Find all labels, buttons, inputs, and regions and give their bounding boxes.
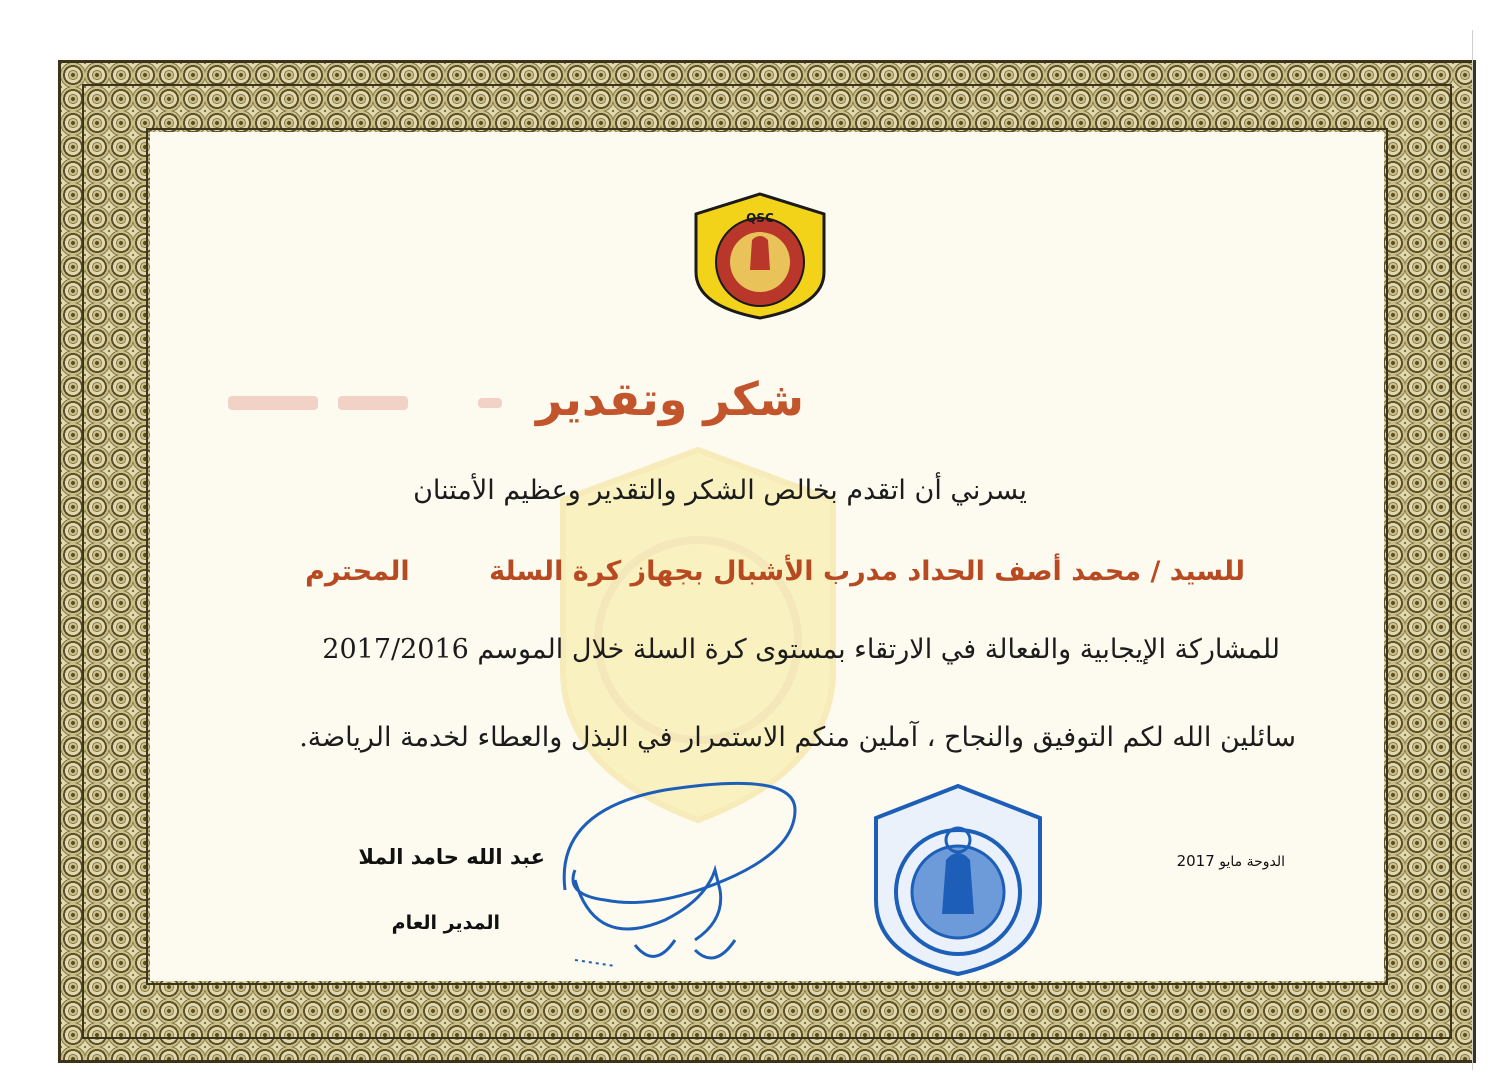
body-line-gratitude: يسرني أن اتقدم بخالص الشكر والتقدير وعظيم الأمتنان xyxy=(413,475,1027,506)
date-place-month: الدوحة مايو xyxy=(1219,854,1285,870)
certificate-title: شكر وتقدير xyxy=(535,372,805,426)
club-logo-icon xyxy=(690,190,830,320)
club-stamp-icon xyxy=(868,780,1048,980)
body-line-recipient xyxy=(270,556,1245,587)
logo-text: QSC xyxy=(746,211,774,225)
scan-edge-line xyxy=(1472,30,1473,1070)
signatory-title: المدير العام xyxy=(391,912,500,934)
certificate-date xyxy=(1120,852,1285,870)
body-line-participation: للمشاركة الإيجابية والفعالة في الارتقاء بمستوى كرة السلة خلال الموسم 2017/2016 xyxy=(322,634,1280,665)
date-year: 2017 xyxy=(1176,852,1215,870)
body-line-wishes: سائلين الله لكم التوفيق والنجاح ، آملين منكم الاستمرار في البذل والعطاء لخدمة الرياضة. xyxy=(299,722,1296,753)
recipient-honorific: المحترم xyxy=(305,556,410,587)
handwritten-signature-icon xyxy=(545,770,815,980)
signatory-name: عبد الله حامد الملا xyxy=(358,845,545,869)
recipient-name: للسيد / محمد أصف الحداد مدرب الأشبال بجهاز كرة السلة xyxy=(489,556,1245,587)
